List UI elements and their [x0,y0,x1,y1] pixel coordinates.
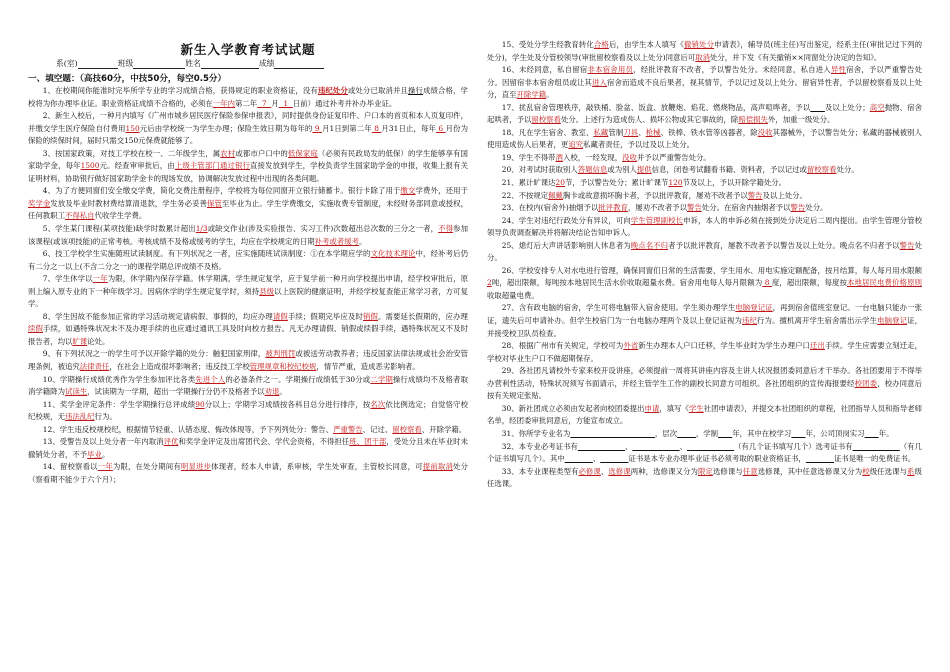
question-3: 3、按国家政策，对技工学校在校一、二年级学生，属农村或都市户口中的低保家庭（必须有民政局发的低保）的学生能够享有国家助学金，每年1500元。经查审审批后，由上级主管部门通过银行直接发放到学生，学校负责学生国家助学金的申报，收集上报有关证明材料，协助银行做好国家助学金卡的现场发放，协调解决发放过程中出现的各类问题。 [28,148,468,183]
question-24: 24、学生对违纪行政处分有异议，可向学生管理副校长申诉，本人的申诉必须在接到处分决定后二周内提出。由学生管理分管校领导负责调查解决并将解决结论告知申诉人。 [487,215,922,238]
question-28: 28、根据广州市有关规定，学校可为外省新生办理本人户口迁移，学生毕业时为学生办理户口迁出手续。学生应需要立刻迁走，学校对毕业生户口不做超期保存。 [487,341,922,363]
question-18: 18、凡在学生宿舍、教室、私藏管制刀具、枪械、铁棒、铁水管等凶器者，除没收其器械外，予以警告处分；私藏的器械被别人使用造成伤人后果者，更追究私藏者责任，予以过及以上处分。 [487,127,922,150]
left-column [28,85,468,487]
question-29: 29、各社团凡请校外专家来校开设讲座，必须提前一周将其讲座内容及主讲人状况报团委同意后才干举办。各社团要用于不得举办营利性活动，特殊状况须写书面请示，并经主管学生工作的副校长同意方可组织。各社团组织的宣传海报要经校团委，校办同意后按有关规定张贴。 [487,366,922,401]
question-16: 16、未经同意，私自留宿非本宿舍用员，经批评教育不改者，予以警告处分。未经同意，私自进入异性宿舍，予以严重警告处分。因留宿非本宿舍组员或让其进入宿舍而造成不良后果者，视其情节，予以记过及以上处分。留宿异性者，予以留校察看及以上处分，直至开除学籍。 [487,65,922,100]
question-8: 8、学生因故不能参加正常的学习活动规定请病假、事假的，均应办理请假手续；假期完毕应及时销假。需要延长假期的，应办理续假手续，如遇特殊状况未不及办理手续的也应通过通讯工具及时向校方报告。凡无办理请假、销假或续假手续，遇特殊状况又不及时报告者，均以旷课论处。 [28,311,468,346]
question-7: 7、学生休学以一年为限，休学期内保存学籍。休学期满，学生规定复学，应于复学前一种月向学校提出申请，经学校审批后，原则上编入原专业的下一种年级学习。因病休学的学生规定复学时，须持县级以上医院的健康证明，并经学校复查能正常学习者，方可复学。 [28,274,468,309]
question-25: 25、熄灯后大声讲话影响别人休息者为晚点名不归者予以批评教育，屡教不改者予以警告及以上处分。晚点名不归者予以警告处分。 [487,240,922,263]
right-column [487,39,922,491]
question-12: 12、学生违反校规校纪，根据情节轻重、认错态度、悔改体现等，予下列列处分：警告、严重警告、记过、留校察看、开除学籍。 [42,424,467,434]
question-31: 31、你所学专业名为 ，层次 ，学制 年，其中在校学习 年，公司顶岗实习 年。 [501,428,894,438]
question-32: 32、本专业必考证书有 、 、 （有几个证书填写几个）选考证书有 （有几个证书填写几个）。其中 、 证书是本专业办理毕业证书必须考取的职业资格证书， 证书是唯一的免费证书。 [487,441,922,464]
question-27: 27、含有政电脑的宿舍，学生可将电脑带入宿舍使用。学生须办理学生电脑登记证，再到宿舍值班室登记。一台电脑只能办一张证，遗失后可申请补办。但学生校宿门为一台电脑办理两个及以上登记证视为违纪行为。擅机离开学生宿舍需出示学生电脑登记证，并接受校卫队员检查。 [487,303,922,338]
question-6: 6、技工学校学生实施随班试读制度。有下列状况之一者，应实施随班试读制度：①在本学期应学的文化技术理论中，经补考后仍有二分之一以上(不含二分之一)的课程学期总评成绩不及格。 [28,249,468,271]
question-2: 2、新生入校后，一种月内填写《广州市城乡居民医疗保险参保申报表》，同时提供身份证复印件、户口本的首页和本人页复印件，并缴交学生医疗保险自付费用150元后由学校统一为学生办理；保险生效日期为每年的 9 月1日到第二年 8 月31日止，每年 6 月份为保险的续保时间，届时只需交150元保费就能够了。 [28,111,468,146]
question-23: 23、在校内(宿舍外)抽烟予以批评教育，屡劝不改者予以警告处分。在宿舍内抽烟者予以警告处分。 [501,203,828,213]
question-13: 13、受警告及以上处分者一年内取消评优和奖学金评定及出席团代会、学代会资格，不得担任班、团干部，受处分且未在毕业时未撤销处分者，不予毕业。 [28,437,468,459]
question-14: 14、留校察看以一年为限，在处分期间有明显进步体现者，经本人申请，系审核，学生处审查，主管校长同意，可提前取消处分（察看期不能少于六个月）； [28,462,468,484]
question-5: 5、学生某门课程(某项技能)缺学时数累计超出1/3或缺交作业(涉及实验报告、实习工件)次数超出总次数的三分之一者，不得参加该课程(或该项技能)的正常考核。考核成绩不及格或缓考的学生，均应在学校规定的日期补考或者缓考。 [28,224,468,246]
question-20: 20、对考试时获取别人答题信息或为别人提供信息，闭卷考试翻看书籍、资料者，予以记过或留校察看处分。 [501,165,859,175]
question-26: 26、学校安排专人对水电进行管理，确保同窗们日常的生活需要，学生用水、用电实施定额配备，按月结算，每人每月用水限额2吨，超出限额，每吨按本地居民生活水价收取超量水费。宿舍用电每人每月限额为 8 度，超出限额，每度按本地居民电费价格原则收取超量电费。 [487,265,922,300]
question-10: 10、学期操行成绩优秀作为学生参加评比各类先进个人的必备条件之一。学期操行成绩低于30分或二学期操行成绩均不及格者取消学籍降为试读生，试读期为一学期，超出一学期操行分仍不及格者予以劝退。 [28,374,468,397]
question-9: 9、有下列状况之一的学生可予以开除学籍的处分：触犯国家刑律，被判刑罚或被送劳动教养者；违反国家法律法规或社会治安管理条例，被追究法律责任，在社会上造成很坏影响者；违反技工学校管理规章和校纪校规，情节严重，造成恶劣影响者。 [28,349,468,372]
question-21: 21、累计旷课达20节，予以警告处分；累计旷课节120节及以上，予以开除学籍处分。 [501,178,787,188]
question-1: 1、在校期间你能准时完毕所学专业的学习成绩合格，获得规定的职业资格证，没有违纪处分或处分已取消并且操行成绩合格，学校将为你办理毕业证。职业资格证成绩不合格的，必须在一年内第二年 7 月 1 日前）通过补考并补办毕业证。 [28,86,468,108]
question-15: 15、受处分学生经教育转化合格后，由学生本人填写《撤销处分申请表》，辅导员(班主任)写出鉴定，经系主任(审批记过下列的处分)，学生处及分管校领导(审批留校察看及以上处分)同意后可取消处分，并下发《有关撤销××同窗处分决定的告知》。 [487,40,923,62]
question-19: 19、学生不得带酒入校，一经发现，没收并予以严重警告处分。 [501,152,711,162]
question-30: 30、新社团成立必须由发起者向校团委提出申请，填写《学生社团申请表》，并提交本社团组织的章程，社团指导人员和指导老师名单，经团委审批同意后，方能宣布成立。 [487,403,922,426]
question-11: 11、奖学金评定条件：学生学期操行总评成绩90分以上；学期学习成绩按各科目总分进行排序，按名次依比例选定；自觉恪守校纪校规，无违法乱纪行为。 [28,399,468,422]
page-title: 新生入学教育考试试题 [180,42,316,57]
question-33: 33、本专业课程类型有必修课、选修课两种，选修课又分为限定选修课与任意选修课，其中任意选修课又分为校级任选课与系级任选课。 [487,466,922,489]
student-info-line: 系(室) 班级 姓名 成绩 [28,58,468,69]
question-22: 22、不按规定佩戴胸卡或故意损坏胸卡者，予以批评教育，屡劝不改者予以警告及以上处分。 [501,190,807,200]
section-heading: 一、填空题：（高技60分，中技50分，每空0.5分） [28,74,227,84]
question-17: 17、扰乱宿舍管理秩序，敲铁桶、脸盆、饭盒、放鞭炮、焰花、燃烧物品，高声喧哗者，予以 及以上处分；高空抛物、宿舍起哄者，予以留校察看处分。上述行为造成伤人、损坏公物或其它事故的，除赔偿损失外，加重一级处分。 [487,102,922,125]
question-4: 4、为了方便同窗们安全缴交学费，简化交费注册程序，学校将为每位同窗开立银行储蓄卡。银行卡除了用于缴交学费外，还用于奖学金发放及毕业时教材费结算清退款，学生务必妥善保管至毕业为止。学生学费缴交，实施收费专管制度，未经财务部同意或授权，任何教职工不得私自代收学生学费。 [28,186,468,221]
